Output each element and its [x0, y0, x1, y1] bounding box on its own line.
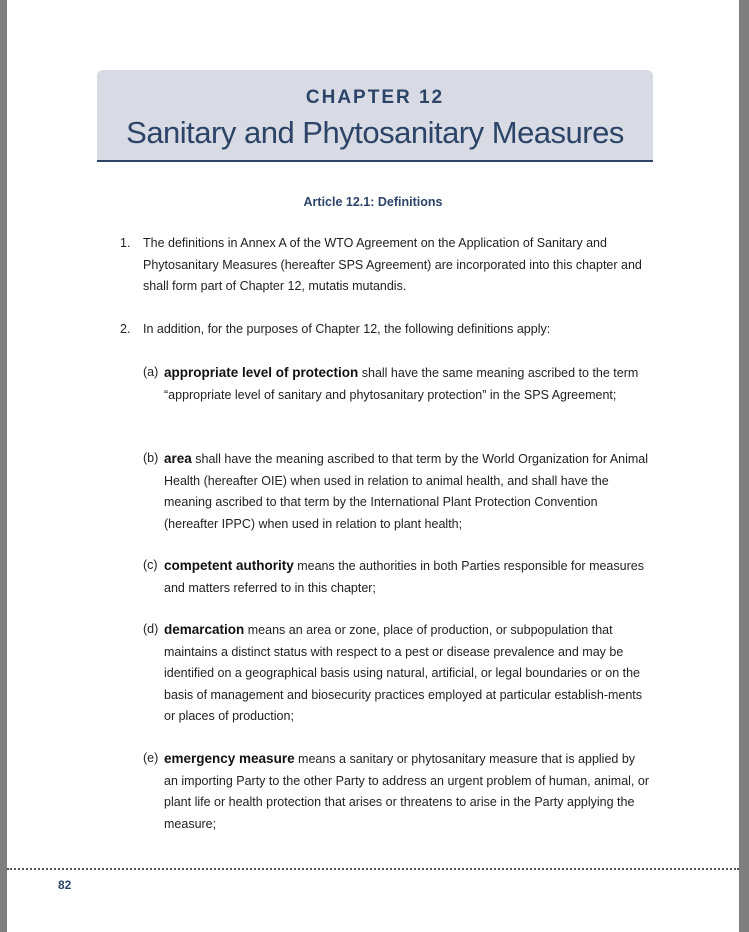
article-title: Article 12.1: Definitions	[303, 195, 443, 209]
chapter-label: CHAPTER 12	[305, 87, 445, 108]
paragraph-2	[120, 319, 650, 341]
definition-label: (d)	[143, 622, 159, 636]
definition-body	[164, 362, 652, 406]
definition-text: shall have the same meaning ascribed to the term “appropriate level of sanitary and phytosanitary protection” in the SPS Agreement;	[164, 366, 639, 402]
page-number: 82	[58, 878, 72, 892]
chapter-header	[97, 70, 653, 162]
definition-item	[143, 748, 652, 835]
definition-term: demarcation	[164, 622, 245, 637]
definition-item	[143, 555, 652, 599]
definition-term: emergency measure	[164, 751, 295, 766]
definition-term: area	[164, 451, 192, 466]
definition-body	[164, 619, 652, 728]
paragraph-text: In addition, for the purposes of Chapter 12, the following definitions apply:	[143, 322, 551, 336]
definition-label: (a)	[143, 365, 159, 379]
definition-item	[143, 362, 652, 406]
definition-label: (b)	[143, 451, 159, 465]
definition-text: means the authorities in both Parties responsible for measures and matters referred to in this chapter;	[164, 559, 644, 595]
paragraph-number: 2.	[120, 322, 131, 336]
definition-label: (e)	[143, 751, 159, 765]
definition-text: means a sanitary or phytosanitary measure that is applied by an importing Party to the other Party to address an urgent problem of human, animal, or plant life or health protection that arises or threatens to arise in the Party applying the measure;	[164, 752, 649, 831]
definition-body	[164, 748, 652, 835]
definition-text: shall have the meaning ascribed to that term by the World Organization for Animal Health (hereafter OIE) when used in relation to animal health, and shall have the meaning ascribed to that term by the International Plant Protection Convention (hereafter IPPC) when used in relation to plant health;	[164, 452, 649, 531]
definition-term: competent authority	[164, 558, 294, 573]
chapter-title: Sanitary and Phytosanitary Measures	[126, 115, 624, 150]
paragraph-text: The definitions in Annex A of the WTO Agreement on the Application of Sanitary and Phytosanitary Measures (hereafter SPS Agreement) are incorporated into this chapter and shall form part of Chapter 12, mutatis mutandis.	[143, 236, 642, 293]
definition-body	[164, 448, 652, 535]
document-page	[7, 0, 739, 932]
definition-item	[143, 448, 652, 535]
definition-term: appropriate level of protection	[164, 365, 359, 380]
paragraph-number: 1.	[120, 236, 131, 250]
footer-divider	[7, 868, 739, 870]
definition-label: (c)	[143, 558, 158, 572]
definition-item	[143, 619, 652, 728]
definition-body	[164, 555, 652, 599]
paragraph-1	[120, 233, 650, 298]
definition-text: means an area or zone, place of production, or subpopulation that maintains a distinct status with respect to a pest or disease prevalence and may be identified on a geographical basis using natural, artificial, or legal boundaries or on the basis of management and biosecurity practices employed at particular establish-ments or places of production;	[164, 623, 643, 723]
